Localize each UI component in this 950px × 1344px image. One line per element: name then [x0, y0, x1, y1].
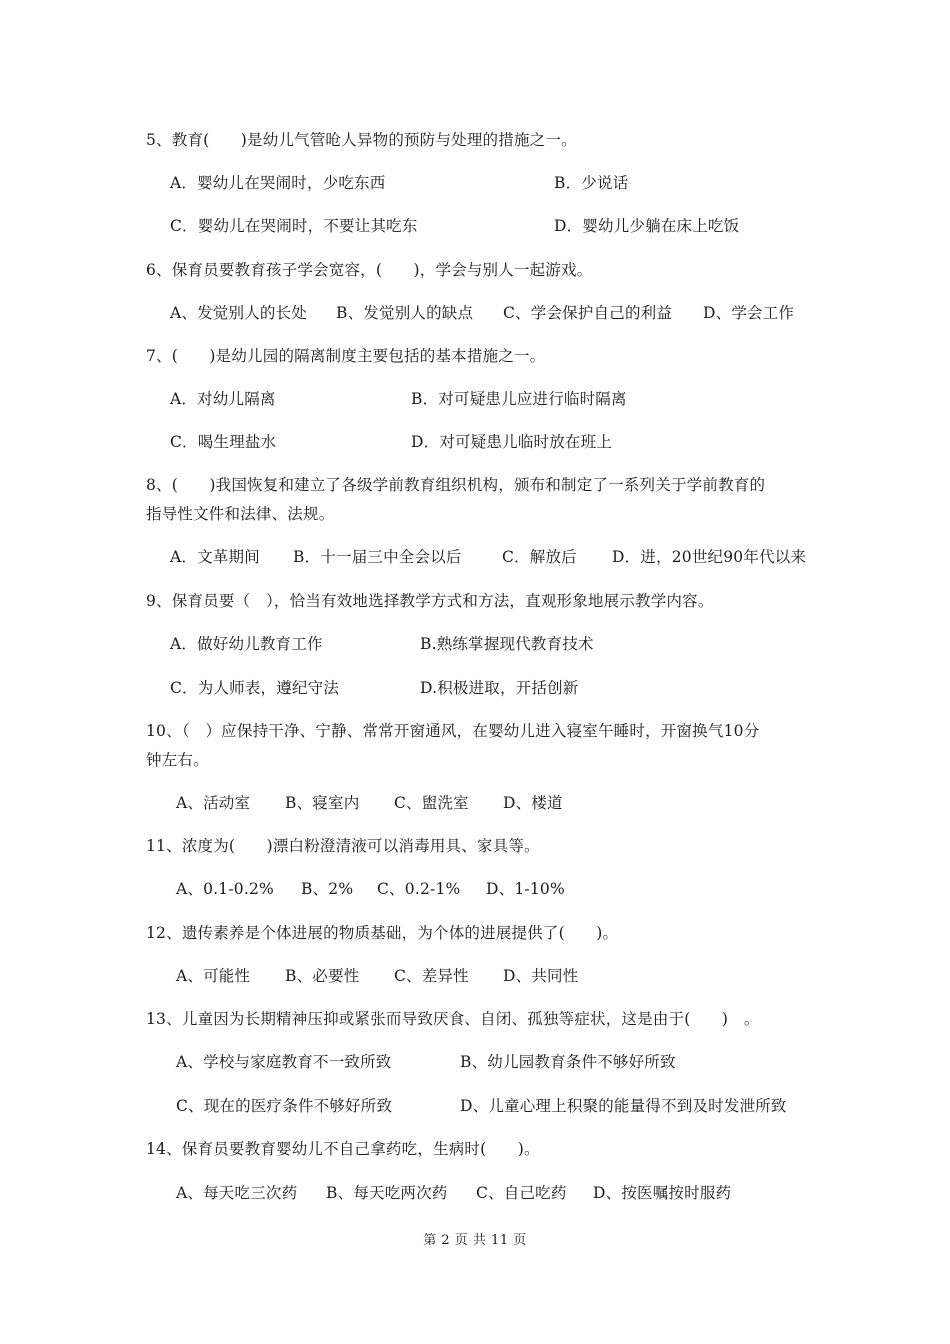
- question-5-option-c: C．婴幼儿在哭闹时，不要让其吃东: [170, 217, 418, 235]
- page-footer: 第 2 页 共 11 页: [423, 1233, 527, 1248]
- question-9-option-d: D.积极进取，开括创新: [420, 679, 579, 697]
- question-12-stem: 12、遗传素养是个体进展的物质基础，为个体的进展提供了( )。: [146, 924, 619, 942]
- question-6-option-d: D、学会工作: [703, 304, 795, 322]
- question-12-option-d: D、共同性: [503, 967, 579, 985]
- question-13-stem: 13、儿童因为长期精神压抑或紧张而导致厌食、自闭、孤独等症状，这是由于( ) 。: [146, 1010, 760, 1028]
- question-10-option-a: A、活动室: [176, 794, 251, 812]
- question-6-option-c: C、学会保护自己的利益: [503, 304, 673, 322]
- question-5-option-b: B．少说话: [554, 174, 629, 192]
- question-11-option-b: B、2%: [301, 880, 354, 898]
- question-5-option-d: D．婴幼儿少躺在床上吃饭: [554, 217, 740, 235]
- question-10-option-d: D、楼道: [503, 794, 563, 812]
- question-14-option-a: A、每天吃三次药: [176, 1184, 298, 1202]
- question-5-stem: 5、教育( )是幼儿气管呛人异物的预防与处理的措施之一。: [146, 131, 577, 149]
- question-9-stem: 9、保育员要（ ），恰当有效地选择教学方式和方法，直观形象地展示教学内容。: [146, 592, 714, 610]
- question-7-option-a: A．对幼儿隔离: [170, 390, 276, 408]
- question-7-option-c: C．喝生理盐水: [170, 433, 277, 451]
- question-13-option-d: D、儿童心理上积聚的能量得不到及时发泄所致: [460, 1097, 787, 1115]
- question-6-option-a: A、发觉别人的长处: [170, 304, 307, 322]
- question-8-option-d: D．进，20世纪90年代以来: [612, 548, 807, 566]
- question-6-stem: 6、保育员要教育孩子学会宽容，( )，学会与别人一起游戏。: [146, 261, 593, 279]
- question-13-option-c: C、现在的医疗条件不够好所致: [176, 1097, 393, 1115]
- question-5-option-a: A．婴幼儿在哭闹时，少吃东西: [170, 174, 386, 192]
- question-12-option-a: A、可能性: [176, 967, 251, 985]
- question-10-option-c: C、盥洗室: [394, 794, 469, 812]
- question-8-option-c: C．解放后: [502, 548, 577, 566]
- question-13-option-b: B、幼儿园教育条件不够好所致: [460, 1053, 676, 1071]
- question-10-option-b: B、寝室内: [285, 794, 360, 812]
- question-11-option-c: C、0.2-1%: [377, 880, 461, 898]
- question-8-option-b: B．十一届三中全会以后: [293, 548, 462, 566]
- question-14-option-c: C、自己吃药: [476, 1184, 567, 1202]
- question-11-option-a: A、0.1-0.2%: [176, 880, 274, 898]
- question-9-option-a: A．做好幼儿教育工作: [170, 635, 323, 653]
- question-13-option-a: A、学校与家庭教育不一致所致: [176, 1053, 392, 1071]
- question-11-stem: 11、浓度为( )漂白粉澄清液可以消毒用具、家具等。: [146, 837, 540, 855]
- question-14-option-d: D、按医嘱按时服药: [593, 1184, 732, 1202]
- question-6-option-b: B、发觉别人的缺点: [336, 304, 474, 322]
- question-7-stem: 7、( )是幼儿园的隔离制度主要包括的基本措施之一。: [146, 347, 546, 365]
- question-10-stem-line-2: 钟左右。: [146, 751, 209, 769]
- question-14-stem: 14、保育员要教育婴幼儿不自己拿药吃，生病时( )。: [146, 1140, 540, 1158]
- question-9-option-c: C．为人师表，遵纪守法: [170, 679, 340, 697]
- question-10-stem-line-1: 10、（ ）应保持干净、宁静、常常开窗通风，在婴幼儿进入寝室午睡时，开窗换气10分: [146, 722, 760, 740]
- question-7-option-d: D．对可疑患儿临时放在班上: [411, 433, 613, 451]
- question-7-option-b: B．对可疑患儿应进行临时隔离: [411, 390, 627, 408]
- question-11-option-d: D、1-10%: [486, 880, 565, 898]
- question-8-stem-line-2: 指导性文件和法律、法规。: [146, 505, 335, 523]
- question-14-option-b: B、每天吃两次药: [326, 1184, 448, 1202]
- question-8-option-a: A．文革期间: [170, 548, 260, 566]
- question-12-option-c: C、差异性: [394, 967, 469, 985]
- question-8-stem-line-1: 8、( )我国恢复和建立了各级学前教育组织机构，颁布和制定了一系列关于学前教育的: [146, 476, 766, 494]
- question-12-option-b: B、必要性: [285, 967, 360, 985]
- question-9-option-b: B.熟练掌握现代教育技术: [420, 635, 594, 653]
